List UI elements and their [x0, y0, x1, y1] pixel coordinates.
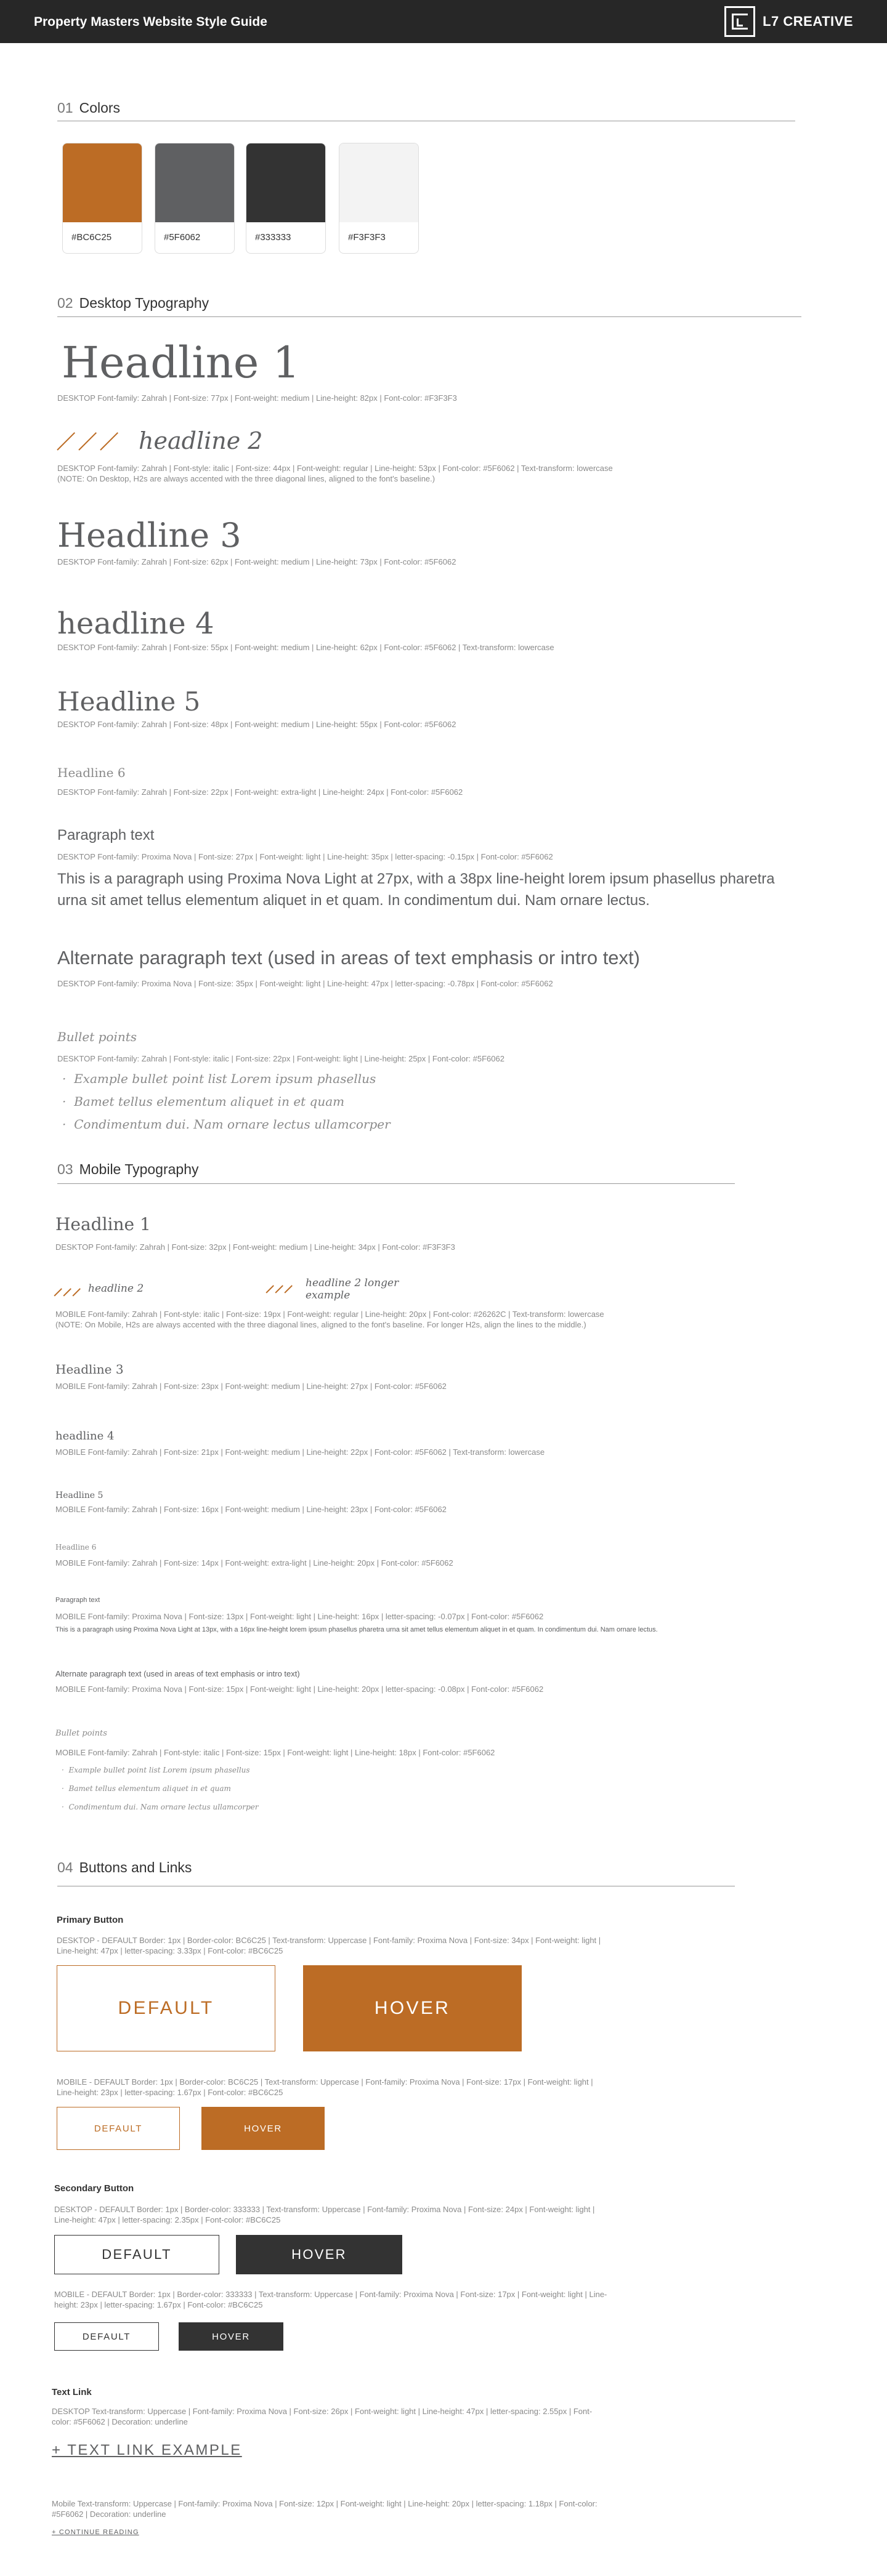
swatch-label: #5F6062	[164, 232, 201, 243]
desktop-h4-spec: DESKTOP Font-family: Zahrah | Font-size: 55px | Font-weight: medium | Line-height: 62px | Font-color: #5F6062 | Text-transform: lowercase	[57, 643, 554, 652]
desktop-paragraph-sample: This is a paragraph using Proxima Nova Light at 27px, with a 38px line-height lorem ipsum phasellus pharetra urna sit amet tellus elementum aliquet in et quam. In condimentum dui. Nam ornare lectus.	[57, 871, 775, 909]
diagonal-line-accent	[78, 432, 97, 451]
primary-mobile-spec: MOBILE - DEFAULT Border: 1px | Border-color: BC6C25 | Text-transform: Uppercase | Font-family: Proxima Nova | Font-size: 17px | Font-weight: light | Line-height: 23px | letter-spacing: 1.67px | Font-color: #BC6C25	[57, 2077, 593, 2097]
desktop-h6-spec: DESKTOP Font-family: Zahrah | Font-size: 22px | Font-weight: extra-light | Line-height: 24px | Font-color: #5F6062	[57, 787, 463, 797]
desktop-h2-spec: DESKTOP Font-family: Zahrah | Font-style: italic | Font-size: 44px | Font-weight: regular | Line-height: 53px | Font-color: #5F6062 | Text-transform: lowercase	[57, 464, 613, 473]
logo-text: L7 CREATIVE	[763, 14, 853, 29]
swatch-fill	[339, 143, 418, 222]
text-link-desktop-spec: DESKTOP Text-transform: Uppercase | Font-family: Proxima Nova | Font-size: 26px | Font-weight: light | Line-height: 47px | letter-spacing: 2.55px | Font-color: #5F6062 | Decoration: underline	[52, 2407, 593, 2426]
diagonal-line-accent	[265, 1285, 273, 1293]
list-item: · Bamet tellus elementum aliquet in et quam	[62, 1784, 231, 1793]
top-bar	[0, 0, 887, 43]
swatch-label: #BC6C25	[71, 232, 112, 243]
swatch-label: #F3F3F3	[348, 232, 386, 243]
bullet-text: Condimentum dui. Nam ornare lectus ullamcorper	[74, 1117, 391, 1132]
desktop-paragraph-label: Paragraph text	[57, 827, 155, 843]
desktop-alt-paragraph-spec: DESKTOP Font-family: Proxima Nova | Font-size: 35px | Font-weight: light | Line-height: 47px | letter-spacing: -0.78px | Font-color: #5F6062	[57, 979, 553, 988]
mobile-h1-spec: DESKTOP Font-family: Zahrah | Font-size: 32px | Font-weight: medium | Line-height: 34px | Font-color: #F3F3F3	[55, 1242, 455, 1252]
list-item: · Example bullet point list Lorem ipsum phasellus	[62, 1071, 376, 1086]
desktop-h1-spec: DESKTOP Font-family: Zahrah | Font-size: 77px | Font-weight: medium | Line-height: 82px | Font-color: #F3F3F3	[57, 393, 457, 403]
mobile-h5-spec: MOBILE Font-family: Zahrah | Font-size: 16px | Font-weight: medium | Line-height: 23px | Font-color: #5F6062	[55, 1505, 447, 1514]
list-item: · Example bullet point list Lorem ipsum phasellus	[62, 1766, 250, 1774]
desktop-headline-2: headline 2	[139, 427, 263, 454]
desktop-bullets-spec: DESKTOP Font-family: Zahrah | Font-style: italic | Font-size: 22px | Font-weight: light | Line-height: 25px | Font-color: #5F6062	[57, 1054, 504, 1063]
mobile-bullets-spec: MOBILE Font-family: Zahrah | Font-style: italic | Font-size: 15px | Font-weight: light | Line-height: 18px | Font-color: #5F6062	[55, 1748, 495, 1757]
primary-mobile-hover-button[interactable]: HOVER	[201, 2107, 325, 2150]
desktop-bullets-label: Bullet points	[57, 1029, 137, 1044]
diagonal-line-accent	[57, 432, 75, 451]
mobile-headline-2-long: headline 2 longer example	[306, 1277, 399, 1302]
bullet-text: Bamet tellus elementum aliquet in et quam	[68, 1784, 231, 1793]
section-colors-title	[57, 100, 120, 116]
mobile-headline-5: Headline 5	[55, 1491, 103, 1500]
desktop-paragraph-spec: DESKTOP Font-family: Proxima Nova | Font-size: 27px | Font-weight: light | Line-height: 35px | letter-spacing: -0.15px | Font-color: #5F6062	[57, 852, 553, 861]
section-label: Buttons and Links	[79, 1859, 192, 1875]
desktop-headline-5: Headline 5	[57, 686, 201, 717]
logo-mark-icon	[724, 6, 755, 37]
color-swatch	[246, 143, 326, 254]
text-link-mobile-spec: Mobile Text-transform: Uppercase | Font-family: Proxima Nova | Font-size: 12px | Font-weight: light | Line-height: 20px | letter-spacing: 1.18px | Font-color: #5F6062 | Decoration: underline	[52, 2499, 597, 2519]
mobile-h3-spec: MOBILE Font-family: Zahrah | Font-size: 23px | Font-weight: medium | Line-height: 27px | Font-color: #5F6062	[55, 1382, 447, 1391]
primary-desktop-spec: DESKTOP - DEFAULT Border: 1px | Border-color: BC6C25 | Text-transform: Uppercase | Font-family: Proxima Nova | Font-size: 34px | Font-weight: light | Line-height: 47px | letter-spacing: 3.33px | Font-color: #BC6C25	[57, 1936, 601, 1955]
mobile-h2-spec: MOBILE Font-family: Zahrah | Font-style: italic | Font-size: 19px | Font-weight: regular | Line-height: 20px | Font-color: #26262C | Text-transform: lowercase	[55, 1310, 604, 1319]
section-label: Desktop Typography	[79, 295, 209, 311]
diagonal-line-accent	[63, 1288, 71, 1296]
diagonal-line-accent	[54, 1288, 62, 1296]
secondary-default-button[interactable]: DEFAULT	[54, 2235, 219, 2274]
section-number: 04	[57, 1859, 73, 1875]
section-divider	[57, 1183, 735, 1184]
color-swatch	[155, 143, 235, 254]
secondary-mobile-spec: MOBILE - DEFAULT Border: 1px | Border-color: 333333 | Text-transform: Uppercase | Font-family: Proxima Nova | Font-size: 17px | Font-weight: light | Line-height: 23px | letter-spacing: 1.67px | Font-color: #BC6C25	[54, 2290, 607, 2309]
swatch-label: #333333	[255, 232, 291, 243]
section-buttons-title	[57, 1859, 192, 1876]
section-number: 01	[57, 100, 73, 116]
mobile-headline-1: Headline 1	[55, 1214, 151, 1234]
diagonal-line-accent	[100, 432, 118, 451]
swatch-fill	[155, 143, 234, 222]
section-label: Mobile Typography	[79, 1161, 199, 1177]
mobile-headline-6: Headline 6	[55, 1543, 97, 1552]
bullet-text: Condimentum dui. Nam ornare lectus ullamcorper	[68, 1803, 259, 1811]
mobile-h4-spec: MOBILE Font-family: Zahrah | Font-size: 21px | Font-weight: medium | Line-height: 22px | Font-color: #5F6062 | Text-transform: lowercase	[55, 1447, 545, 1457]
desktop-headline-3: Headline 3	[57, 516, 241, 555]
page-title: Property Masters Website Style Guide	[34, 15, 267, 29]
section-number: 03	[57, 1161, 73, 1177]
bullet-text: Example bullet point list Lorem ipsum phasellus	[68, 1766, 250, 1774]
mobile-headline-4: headline 4	[55, 1430, 115, 1443]
secondary-mobile-hover-button[interactable]: HOVER	[179, 2322, 283, 2351]
desktop-h5-spec: DESKTOP Font-family: Zahrah | Font-size: 48px | Font-weight: medium | Line-height: 55px | Font-color: #5F6062	[57, 720, 456, 729]
desktop-headline-6: Headline 6	[57, 765, 126, 780]
primary-default-button[interactable]: DEFAULT	[57, 1965, 275, 2051]
color-swatch	[339, 143, 419, 254]
mobile-alt-paragraph-spec: MOBILE Font-family: Proxima Nova | Font-size: 15px | Font-weight: light | Line-height: 20px | letter-spacing: -0.08px | Font-color: #5F6062	[55, 1684, 544, 1694]
mobile-alt-paragraph-label: Alternate paragraph text (used in areas of text emphasis or intro text)	[55, 1669, 300, 1678]
secondary-mobile-default-button[interactable]: DEFAULT	[54, 2322, 159, 2351]
mobile-h2-note: (NOTE: On Mobile, H2s are always accented with the three diagonal lines, aligned to the font's baseline. For longer H2s, align the lines to the middle.)	[55, 1320, 586, 1329]
diagonal-line-accent	[72, 1288, 80, 1296]
diagonal-line-accent	[275, 1285, 283, 1293]
section-number: 02	[57, 295, 73, 311]
logo	[724, 6, 853, 37]
desktop-h3-spec: DESKTOP Font-family: Zahrah | Font-size: 62px | Font-weight: medium | Line-height: 73px | Font-color: #5F6062	[57, 557, 456, 566]
section-label: Colors	[79, 100, 121, 116]
list-item: · Condimentum dui. Nam ornare lectus ullamcorper	[62, 1803, 259, 1811]
primary-mobile-default-button[interactable]: DEFAULT	[57, 2107, 180, 2150]
mobile-paragraph-label: Paragraph text	[55, 1596, 100, 1604]
primary-hover-button[interactable]: HOVER	[303, 1965, 522, 2051]
mobile-headline-2: headline 2	[88, 1282, 144, 1295]
secondary-button-heading: Secondary Button	[54, 2183, 134, 2194]
section-divider	[57, 316, 801, 317]
secondary-desktop-spec: DESKTOP - DEFAULT Border: 1px | Border-color: 333333 | Text-transform: Uppercase | Font-family: Proxima Nova | Font-size: 24px | Font-weight: light | Line-height: 47px | letter-spacing: 2.35px | Font-color: #BC6C25	[54, 2205, 595, 2224]
swatch-fill	[246, 143, 325, 222]
secondary-hover-button[interactable]: HOVER	[236, 2235, 402, 2274]
mobile-paragraph-sample: This is a paragraph using Proxima Nova Light at 13px, with a 16px line-height lorem ipsum phasellus pharetra urna sit amet tellus elementum aliquet in et quam. In condimentum dui. Nam ornare lectus.	[55, 1626, 658, 1633]
swatch-fill	[63, 143, 142, 222]
desktop-headline-1: Headline 1	[62, 337, 301, 388]
mobile-paragraph-spec: MOBILE Font-family: Proxima Nova | Font-size: 13px | Font-weight: light | Line-height: 16px | letter-spacing: -0.07px | Font-color: #5F6062	[55, 1612, 544, 1621]
list-item: · Condimentum dui. Nam ornare lectus ullamcorper	[62, 1117, 391, 1132]
desktop-headline-4: headline 4	[57, 606, 214, 641]
mobile-h6-spec: MOBILE Font-family: Zahrah | Font-size: 14px | Font-weight: extra-light | Line-height: 20px | Font-color: #5F6062	[55, 1558, 453, 1568]
color-swatch	[62, 143, 142, 254]
mobile-headline-3: Headline 3	[55, 1362, 124, 1377]
desktop-h2-note: (NOTE: On Desktop, H2s are always accented with the three diagonal lines, aligned to the font's baseline.)	[57, 474, 435, 483]
text-link-heading: Text Link	[52, 2387, 92, 2397]
section-mobile-typography-title	[57, 1161, 199, 1178]
continue-reading-link[interactable]: + CONTINUE READING	[52, 2529, 139, 2536]
diagonal-line-accent	[284, 1285, 292, 1293]
section-desktop-typography-title	[57, 295, 209, 312]
text-link-example[interactable]: + TEXT LINK EXAMPLE	[52, 2442, 242, 2458]
primary-button-heading: Primary Button	[57, 1915, 124, 1925]
bullet-text: Bamet tellus elementum aliquet in et quam	[74, 1094, 345, 1109]
list-item: · Bamet tellus elementum aliquet in et quam	[62, 1094, 345, 1109]
mobile-bullets-label: Bullet points	[55, 1729, 107, 1738]
bullet-text: Example bullet point list Lorem ipsum phasellus	[74, 1071, 376, 1086]
desktop-alt-paragraph-label: Alternate paragraph text (used in areas of text emphasis or intro text)	[57, 947, 640, 968]
